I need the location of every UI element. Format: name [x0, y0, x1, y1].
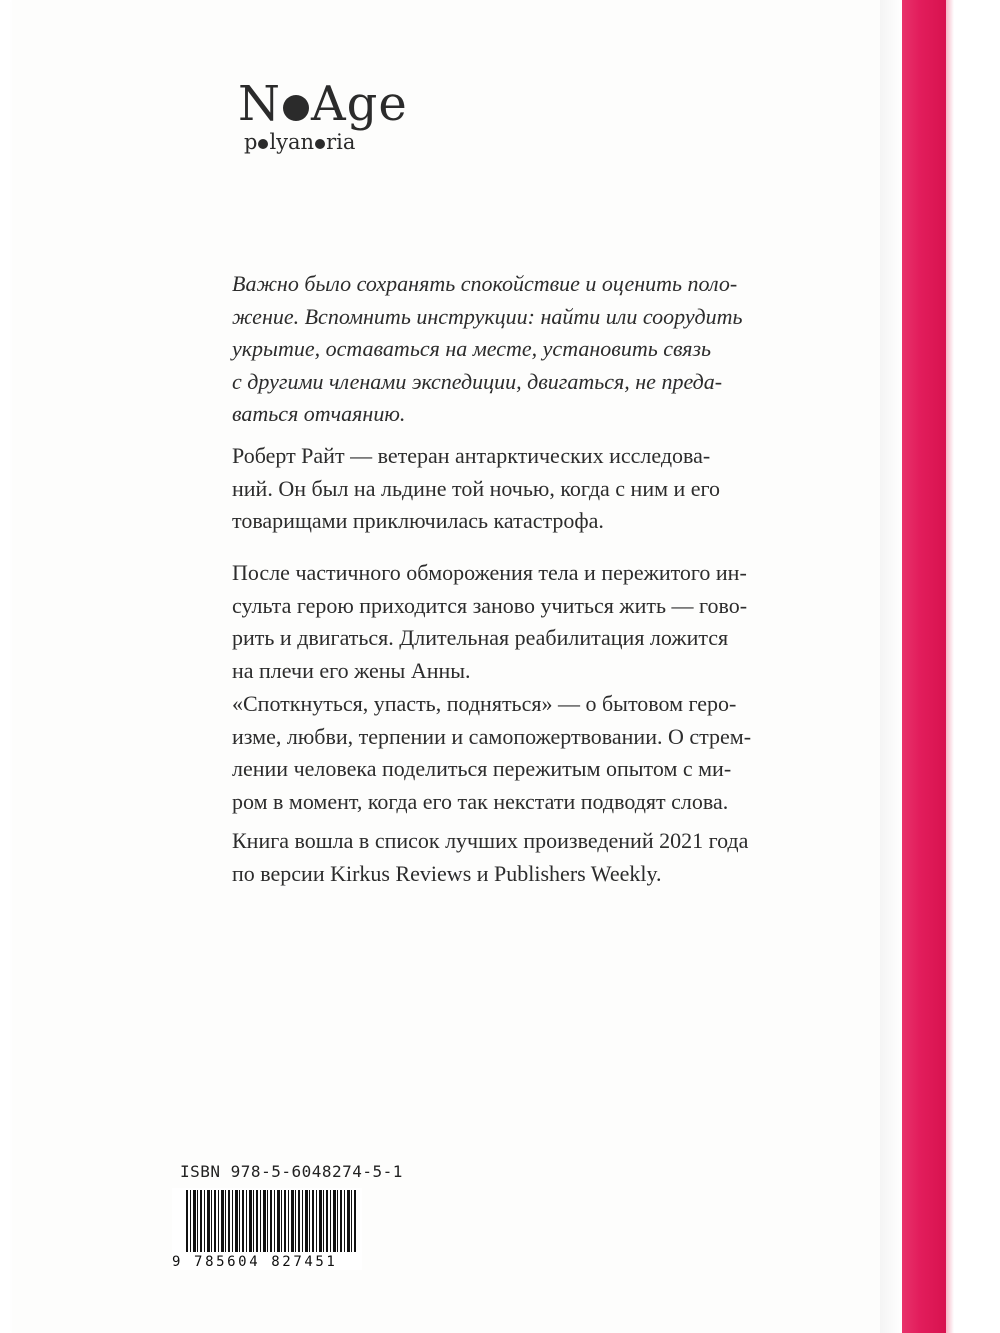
paragraph-line: сульта герою приходится заново учиться жить — гово-	[232, 592, 748, 618]
description-paragraph	[232, 688, 762, 818]
cover-edge	[880, 0, 902, 1333]
paragraph-line: ний. Он был на льдине той ночью, когда с ним и его	[232, 475, 721, 501]
quote-line: укрытие, оставаться на месте, установить связь	[232, 336, 712, 361]
quote-line: жение. Вспомнить инструкции: найти или соорудить	[232, 303, 743, 329]
quote-line: ваться отчаянию.	[232, 401, 406, 426]
paragraph-line: товарищами приключилась катастрофа.	[232, 508, 604, 533]
paragraph-line: После частичного обморожения тела и пережитого ин-	[232, 560, 747, 585]
quote-line: с другими членами экспедиции, двигаться, не преда-	[232, 368, 723, 394]
excerpt-quote	[232, 268, 762, 431]
logo-sub-middle: lyan	[269, 130, 315, 154]
paragraph-line: по версии Kirkus Reviews и Publishers Weekly.	[232, 860, 662, 886]
paragraph-line: «Споткнуться, упасть, подняться» — о бытовом геро-	[232, 691, 737, 716]
paragraph-line: ром в момент, когда его так некстати подводят слова.	[232, 788, 729, 814]
logo-sub	[238, 130, 408, 154]
award-note	[232, 825, 762, 890]
logo-main-left: N	[238, 76, 281, 132]
barcode	[172, 1188, 362, 1270]
logo-main-right: Age	[311, 76, 408, 132]
logo-small-dot-icon	[258, 139, 268, 149]
publisher-logo	[238, 76, 408, 154]
quote-line: Важно было сохранять спокойствие и оценить поло-	[232, 271, 738, 296]
page-edge	[946, 0, 954, 1333]
barcode-bars	[186, 1190, 358, 1252]
paragraph-line: Книга вошла в список лучших произведений 2021 года	[232, 828, 749, 853]
logo-dot-icon	[283, 95, 309, 121]
paragraph-line: на плечи его жены Анны.	[232, 657, 471, 683]
description-paragraph	[232, 440, 762, 538]
logo-small-dot-icon	[315, 139, 325, 149]
logo-sub-right: ria	[326, 130, 356, 154]
paragraph-line: изме, любви, терпении и самопожертвовании. О стрем-	[232, 723, 752, 749]
paragraph-line: Роберт Райт — ветеран антарктических исследова-	[232, 443, 711, 468]
paragraph-line: лении человека поделиться пережитым опытом с ми-	[232, 756, 732, 781]
book-spine	[902, 0, 946, 1333]
paragraph-line: рить и двигаться. Длительная реабилитация ложится	[232, 625, 729, 650]
description-paragraph	[232, 557, 762, 687]
barcode-digits: 9 785604 827451	[172, 1254, 338, 1270]
logo-main	[238, 76, 408, 132]
isbn-label: ISBN 978-5-6048274-5-1	[180, 1162, 403, 1181]
logo-sub-left: p	[244, 130, 258, 154]
